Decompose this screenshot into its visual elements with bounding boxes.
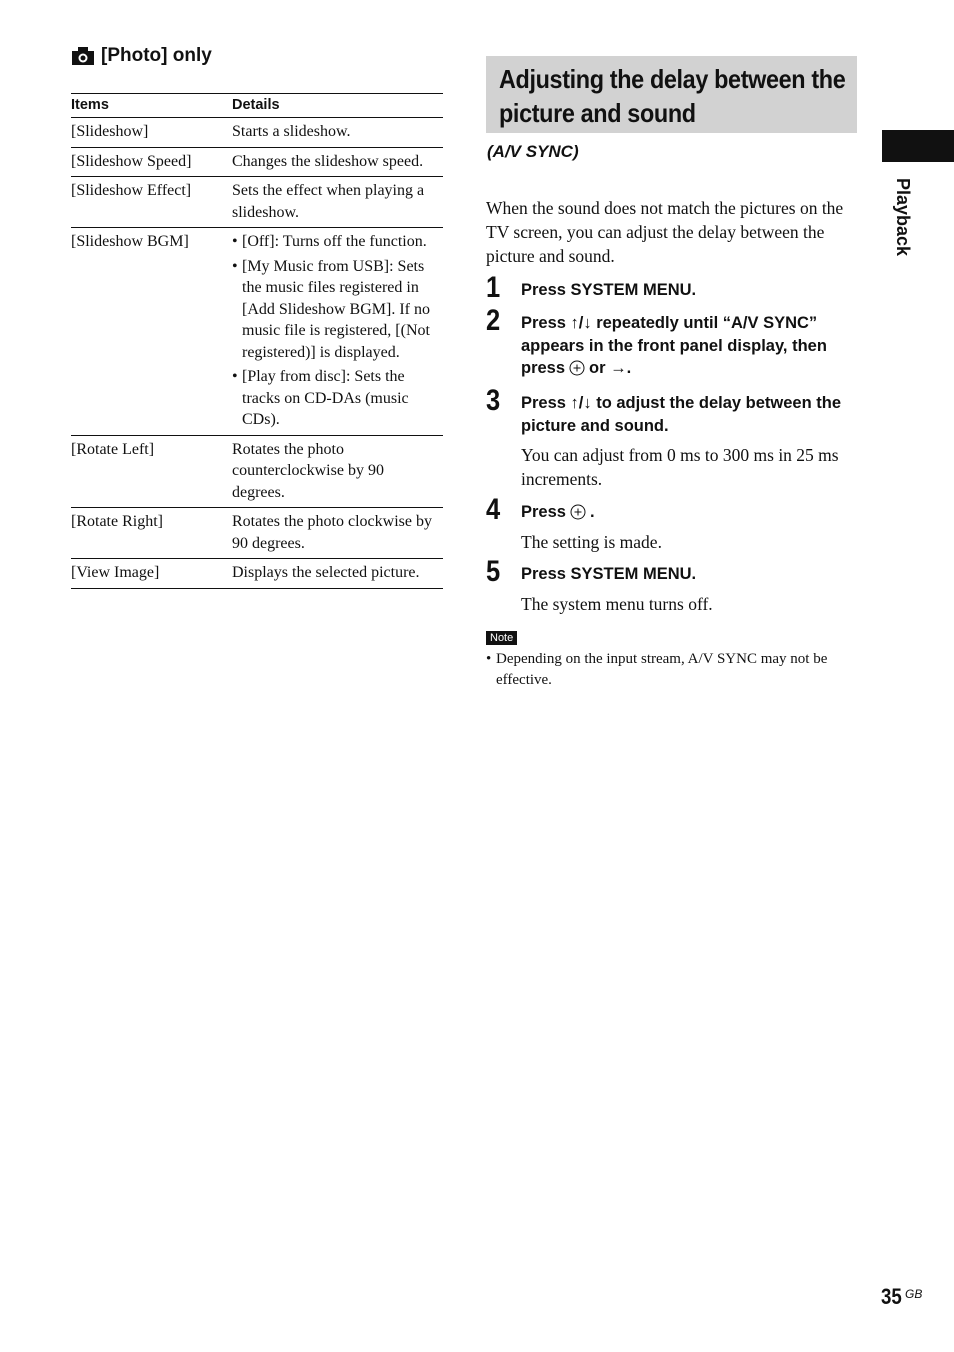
row-detail: Starts a slideshow. xyxy=(232,118,443,148)
note-badge: Note xyxy=(486,631,517,645)
photo-options-table xyxy=(71,93,443,589)
row-detail: Sets the effect when playing a slideshow. xyxy=(232,177,443,228)
note-body: Depending on the input stream, A/V SYNC may not be effective. xyxy=(496,651,828,688)
row-detail: Rotates the photo counterclockwise by 90 degrees. xyxy=(232,435,443,508)
section-title: Adjusting the delay between the picture and sound xyxy=(499,64,846,128)
section-title-box xyxy=(486,56,857,133)
table-row xyxy=(71,147,443,177)
step-instruction: Press ↑/↓ to adjust the delay between the picture and sound. xyxy=(521,394,842,435)
step-instruction-text: Press xyxy=(521,503,566,521)
table-row xyxy=(71,177,443,228)
step-number: 5 xyxy=(486,555,501,588)
table-row xyxy=(71,118,443,148)
step-instruction: Press SYSTEM MENU. xyxy=(521,281,697,299)
step-instruction xyxy=(521,501,858,524)
step-4 xyxy=(486,493,858,554)
row-item: [View Image] xyxy=(71,559,232,589)
section-heading xyxy=(72,45,212,67)
step-1 xyxy=(486,271,858,304)
step-2 xyxy=(486,304,858,380)
step-instruction-text: or →. xyxy=(589,359,632,377)
chapter-tab-label: Playback xyxy=(893,178,913,257)
step-number: 1 xyxy=(486,271,501,304)
col-header-details: Details xyxy=(232,94,443,118)
list-item: • [My Music from USB]: Sets the music files registered in [Add Slideshow BGM]. If no music file is registered, [(Not registered)] is displayed. xyxy=(232,256,437,364)
page-number-suffix: GB xyxy=(905,1287,923,1301)
camera-icon xyxy=(72,47,94,65)
step-5 xyxy=(486,555,858,616)
row-item: [Slideshow BGM] xyxy=(71,228,232,436)
table-row xyxy=(71,435,443,508)
row-item: [Slideshow] xyxy=(71,118,232,148)
enter-button-icon xyxy=(569,360,585,376)
enter-button-icon xyxy=(570,504,586,520)
step-3 xyxy=(486,384,858,491)
intro-paragraph: When the sound does not match the pictures on the TV screen, you can adjust the delay between the picture and sound. xyxy=(486,198,844,266)
step-number: 4 xyxy=(486,493,501,526)
row-item: [Rotate Right] xyxy=(71,508,232,559)
row-detail xyxy=(232,228,443,436)
step-detail: You can adjust from 0 ms to 300 ms in 25 ms increments. xyxy=(521,445,839,489)
note-text xyxy=(486,649,858,691)
page-number: 35 xyxy=(881,1284,902,1309)
row-detail: Displays the selected picture. xyxy=(232,559,443,589)
bullet-glyph: • xyxy=(486,651,492,667)
step-number: 2 xyxy=(486,304,501,337)
table-row xyxy=(71,559,443,589)
bgm-options-list xyxy=(232,231,437,431)
row-item: [Rotate Left] xyxy=(71,435,232,508)
table-header-row xyxy=(71,94,443,118)
list-item: • [Play from disc]: Sets the tracks on CD-DAs (music CDs). xyxy=(232,366,437,431)
step-instruction-text: . xyxy=(589,503,595,521)
section-heading-text: [Photo] only xyxy=(101,45,212,66)
table-row xyxy=(71,508,443,559)
step-detail: The system menu turns off. xyxy=(521,593,713,614)
chapter-tab-marker xyxy=(882,130,954,162)
step-instruction-text: Press ↑/↓ repeatedly until “A/V SYNC” appears in the front panel display, then press xyxy=(521,314,827,377)
list-item: • [Off]: Turns off the function. xyxy=(232,231,437,253)
step-number: 3 xyxy=(486,384,501,417)
step-instruction xyxy=(521,312,858,380)
step-instruction: Press SYSTEM MENU. xyxy=(521,565,697,583)
table-row xyxy=(71,228,443,436)
section-subtitle: (A/V SYNC) xyxy=(487,142,579,161)
row-detail: Changes the slideshow speed. xyxy=(232,147,443,177)
row-item: [Slideshow Effect] xyxy=(71,177,232,228)
row-detail: Rotates the photo clockwise by 90 degrees. xyxy=(232,508,443,559)
row-item: [Slideshow Speed] xyxy=(71,147,232,177)
step-detail: The setting is made. xyxy=(521,531,662,552)
col-header-items: Items xyxy=(71,94,232,118)
